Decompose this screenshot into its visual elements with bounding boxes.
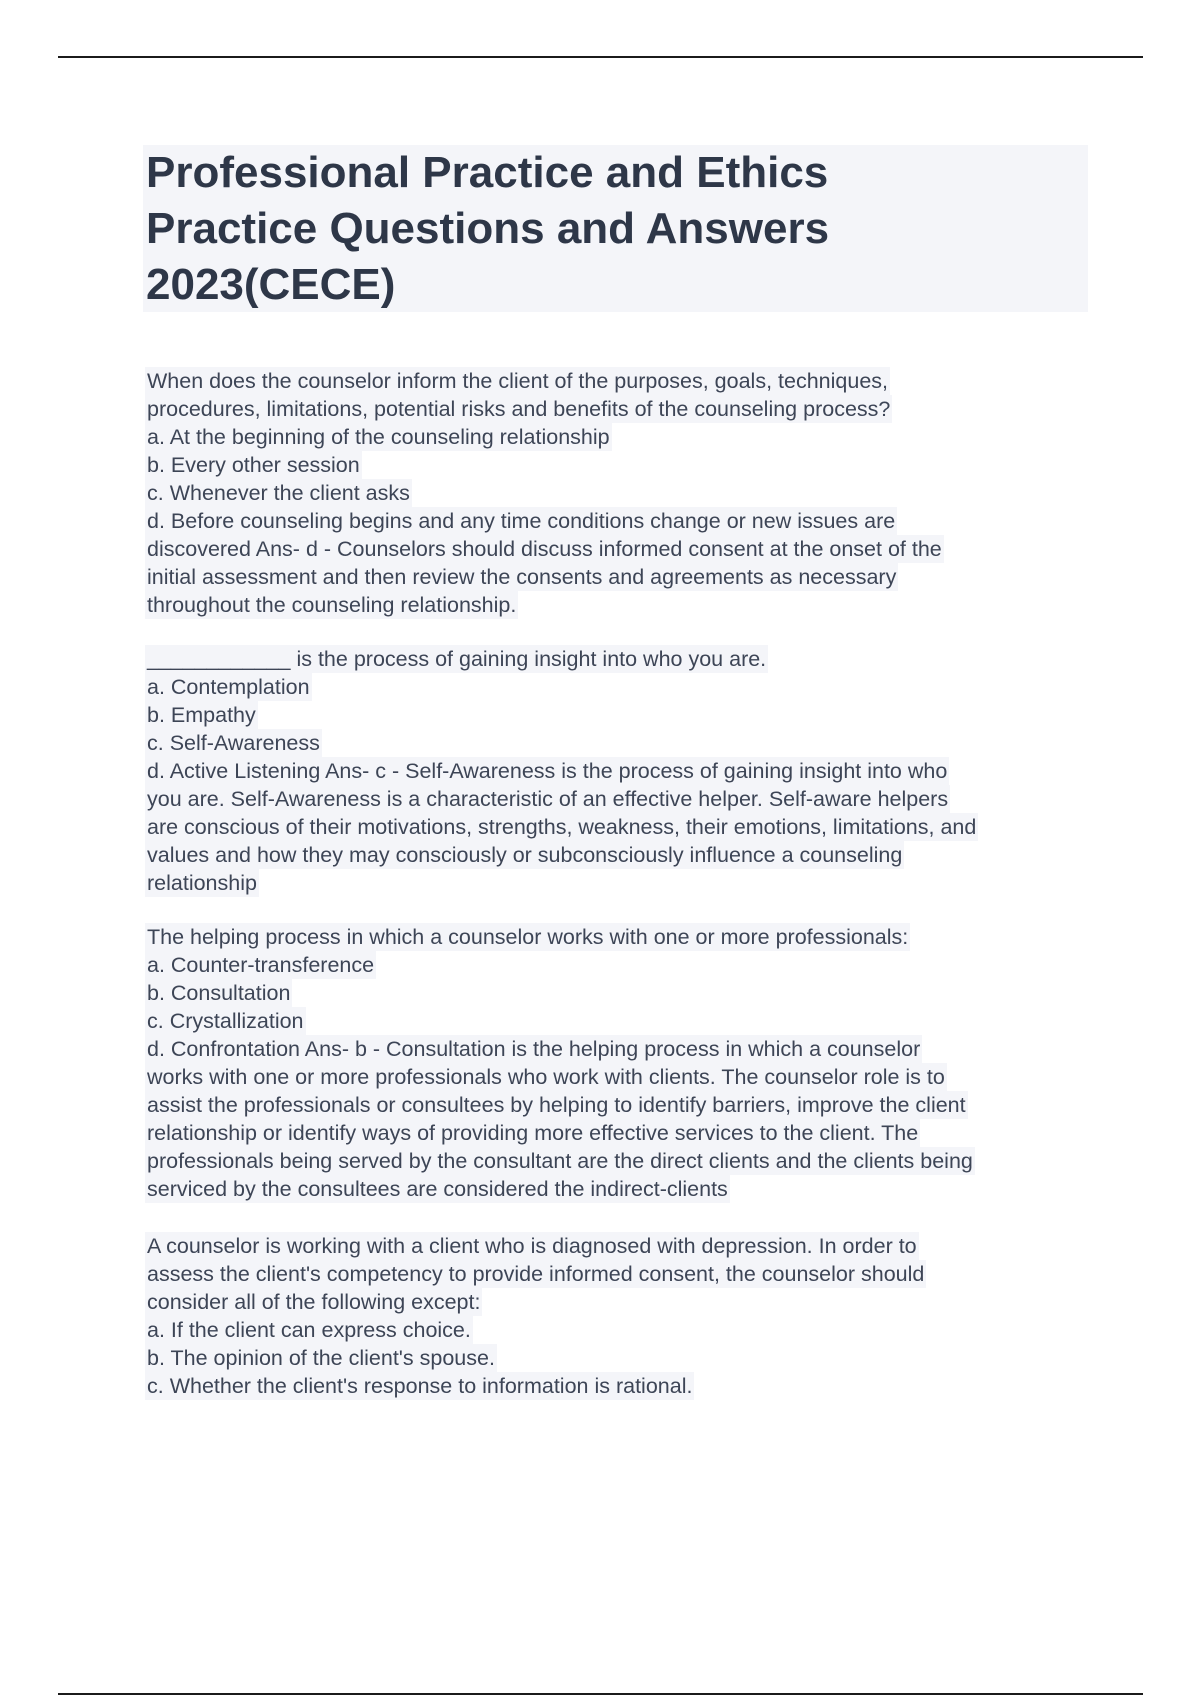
question-text: The helping process in which a counselor works with one or more professionals: bbox=[147, 925, 909, 949]
question-text: When does the counselor inform the client of the purposes, goals, techniques, bbox=[147, 369, 888, 393]
answer-option: b. Empathy bbox=[147, 703, 256, 727]
answer-option: a. If the client can express choice. bbox=[147, 1318, 471, 1342]
title-line: Professional Practice and Ethics bbox=[146, 148, 829, 197]
answer-explanation: assist the professionals or consultees by helping to identify barriers, improve the client bbox=[147, 1093, 966, 1117]
answer-explanation: initial assessment and then review the consents and agreements as necessary bbox=[147, 565, 897, 589]
answer-option: d. Active Listening Ans- c - Self-Awareness is the process of gaining insight into who bbox=[147, 759, 948, 783]
header-rule bbox=[58, 56, 1143, 58]
answer-explanation: serviced by the consultees are considered the indirect-clients bbox=[147, 1177, 728, 1201]
answer-explanation: discovered Ans- d - Counselors should discuss informed consent at the onset of the bbox=[147, 537, 942, 561]
answer-option: a. At the beginning of the counseling relationship bbox=[147, 425, 610, 449]
answer-option: b. Consultation bbox=[147, 981, 291, 1005]
answer-explanation: relationship or identify ways of providing more effective services to the client. The bbox=[147, 1121, 919, 1145]
answer-explanation: are conscious of their motivations, strengths, weakness, their emotions, limitations, and bbox=[147, 815, 977, 839]
answer-option: c. Whenever the client asks bbox=[147, 481, 410, 505]
answer-explanation: relationship bbox=[147, 871, 257, 895]
answer-option: d. Before counseling begins and any time conditions change or new issues are bbox=[147, 509, 896, 533]
question-text: ____________ is the process of gaining insight into who you are. bbox=[147, 647, 767, 671]
answer-explanation: values and how they may consciously or subconsciously influence a counseling bbox=[147, 843, 903, 867]
title-line: 2023(CECE) bbox=[146, 260, 396, 309]
answer-option: c. Crystallization bbox=[147, 1009, 304, 1033]
question-text: A counselor is working with a client who is diagnosed with depression. In order to bbox=[147, 1234, 917, 1258]
answer-explanation: works with one or more professionals who work with clients. The counselor role is to bbox=[147, 1065, 945, 1089]
answer-explanation: throughout the counseling relationship. bbox=[147, 593, 517, 617]
answer-option: d. Confrontation Ans- b - Consultation is the helping process in which a counselor bbox=[147, 1037, 921, 1061]
answer-explanation: professionals being served by the consultant are the direct clients and the clients being bbox=[147, 1149, 973, 1173]
question-text: consider all of the following except: bbox=[147, 1290, 481, 1314]
answer-option: c. Self-Awareness bbox=[147, 731, 320, 755]
footer-rule bbox=[58, 1693, 1143, 1695]
answer-option: b. The opinion of the client's spouse. bbox=[147, 1346, 495, 1370]
answer-option: b. Every other session bbox=[147, 453, 360, 477]
answer-option: a. Contemplation bbox=[147, 675, 310, 699]
document-title bbox=[143, 145, 1088, 312]
answer-explanation: you are. Self-Awareness is a characteristic of an effective helper. Self-aware helpers bbox=[147, 787, 949, 811]
question-text: assess the client's competency to provide informed consent, the counselor should bbox=[147, 1262, 925, 1286]
question-text: procedures, limitations, potential risks and benefits of the counseling process? bbox=[147, 397, 891, 421]
answer-option: a. Counter-transference bbox=[147, 953, 375, 977]
title-line: Practice Questions and Answers bbox=[146, 204, 830, 253]
answer-option: c. Whether the client's response to information is rational. bbox=[147, 1374, 693, 1398]
